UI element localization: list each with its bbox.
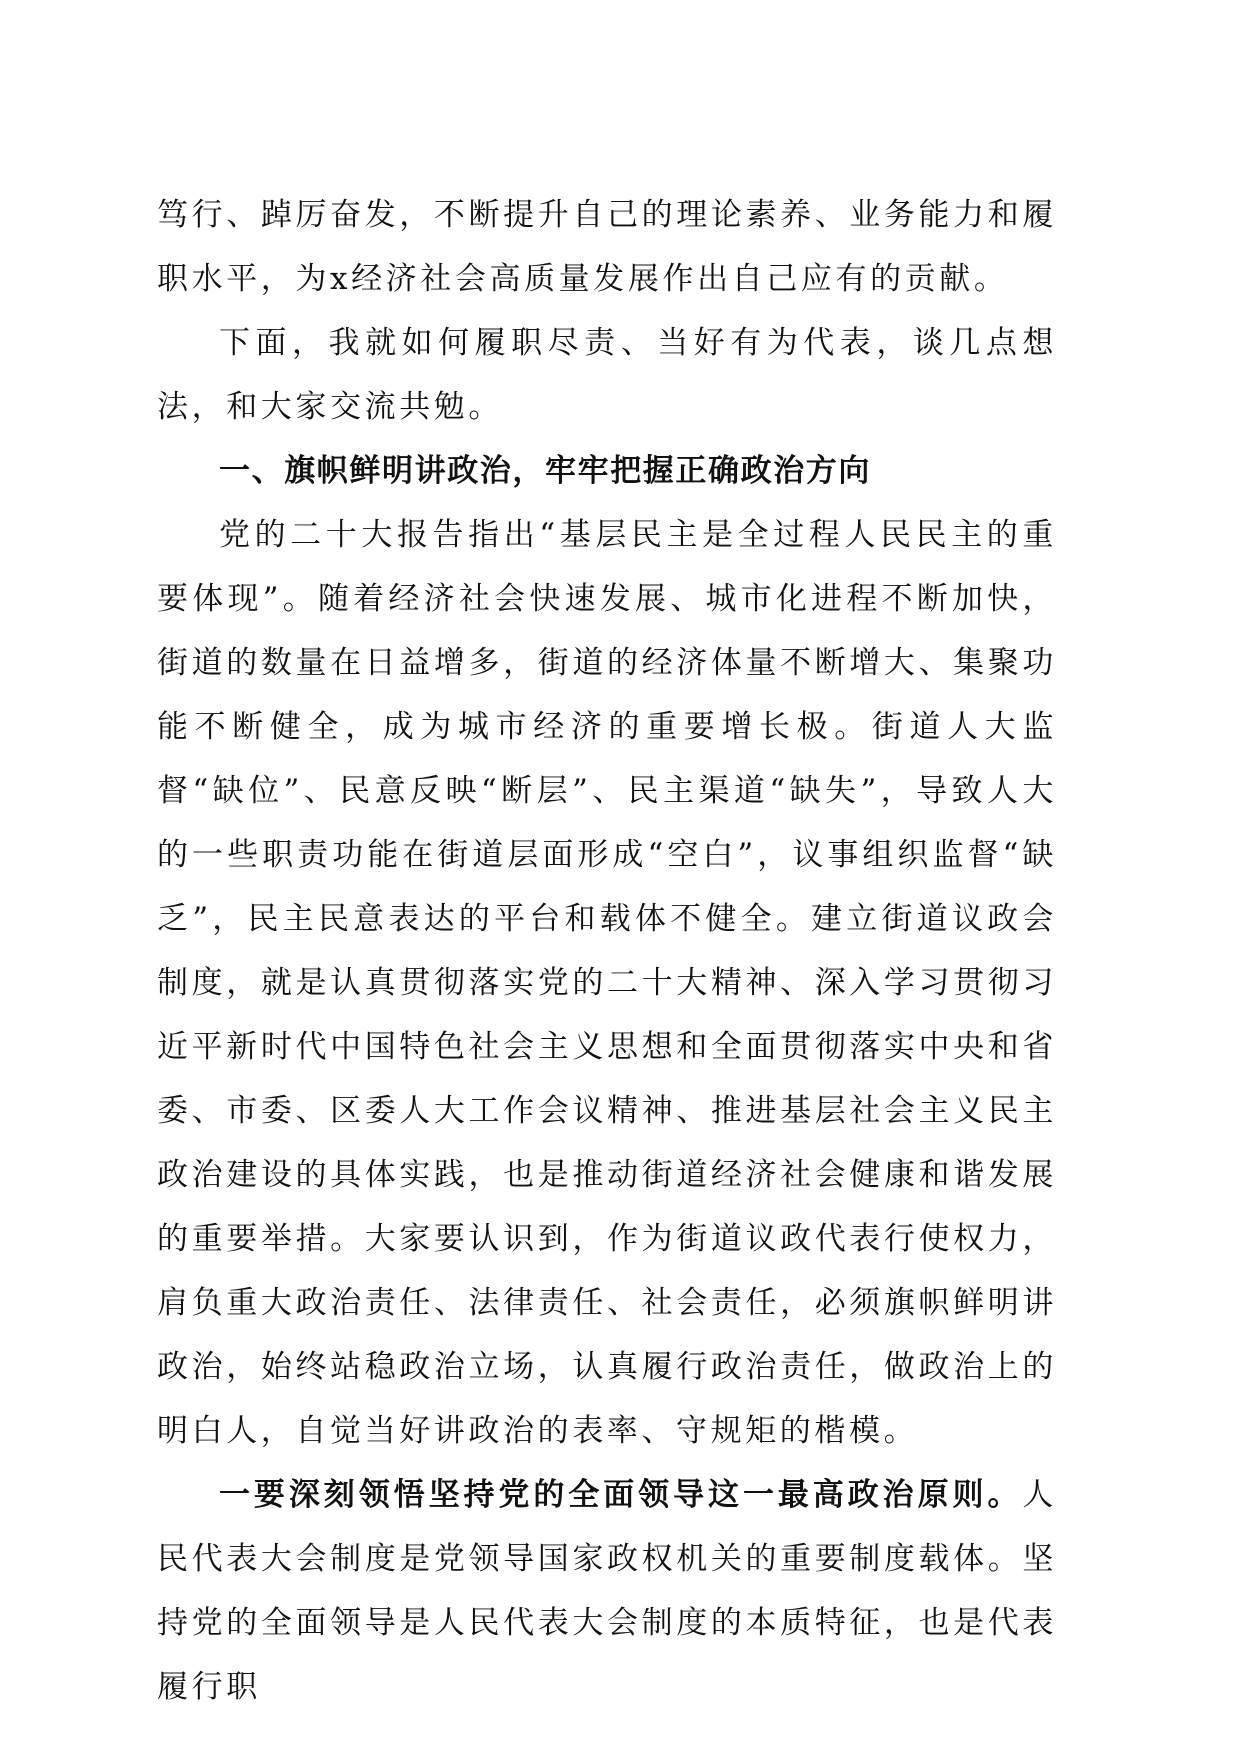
intro-paragraph: 下面，我就如何履职尽责、当好有为代表，谈几点想法，和大家交流共勉。 (157, 325, 1057, 425)
section-heading: 一、旗帜鲜明讲政治，牢牢把握正确政治方向 (219, 453, 871, 489)
point-text: 人民代表大会制度是党领导国家政权机关的重要制度载体。坚持党的全面领导是人民代表大会制度的本质特征，也是代表履行职 (157, 1477, 1057, 1705)
point-paragraph (157, 1463, 1057, 1719)
point-lead: 一要深刻领悟坚持党的全面领导这一最高政治原则。 (219, 1477, 1023, 1513)
document-body (157, 183, 1057, 1719)
body-paragraph: 党的二十大报告指出“基层民主是全过程人民民主的重要体现”。随着经济社会快速发展、城市化进程不断加快，街道的数量在日益增多，街道的经济体量不断增大、集聚功能不断健全，成为城市经济的重要增长极。街道人大监督“缺位”、民意反映“断层”、民主渠道“缺失”，导致人大的一些职责功能在街道层面形成“空白”，议事组织监督“缺乏”，民主民意表达的平台和载体不健全。建立街道议政会制度，就是认真贯彻落实党的二十大精神、深入学习贯彻习近平新时代中国特色社会主义思想和全面贯彻落实中央和省委、市委、区委人大工作会议精神、推进基层社会主义民主政治建设的具体实践，也是推动街道经济社会健康和谐发展的重要举措。大家要认识到，作为街道议政代表行使权力，肩负重大政治责任、法律责任、社会责任，必须旗帜鲜明讲政治，始终站稳政治立场，认真履行政治责任，做政治上的明白人，自觉当好讲政治的表率、守规矩的楷模。 (157, 517, 1057, 1449)
continued-paragraph: 笃行、踔厉奋发，不断提升自己的理论素养、业务能力和履职水平，为x经济社会高质量发展作出自己应有的贡献。 (157, 197, 1057, 297)
